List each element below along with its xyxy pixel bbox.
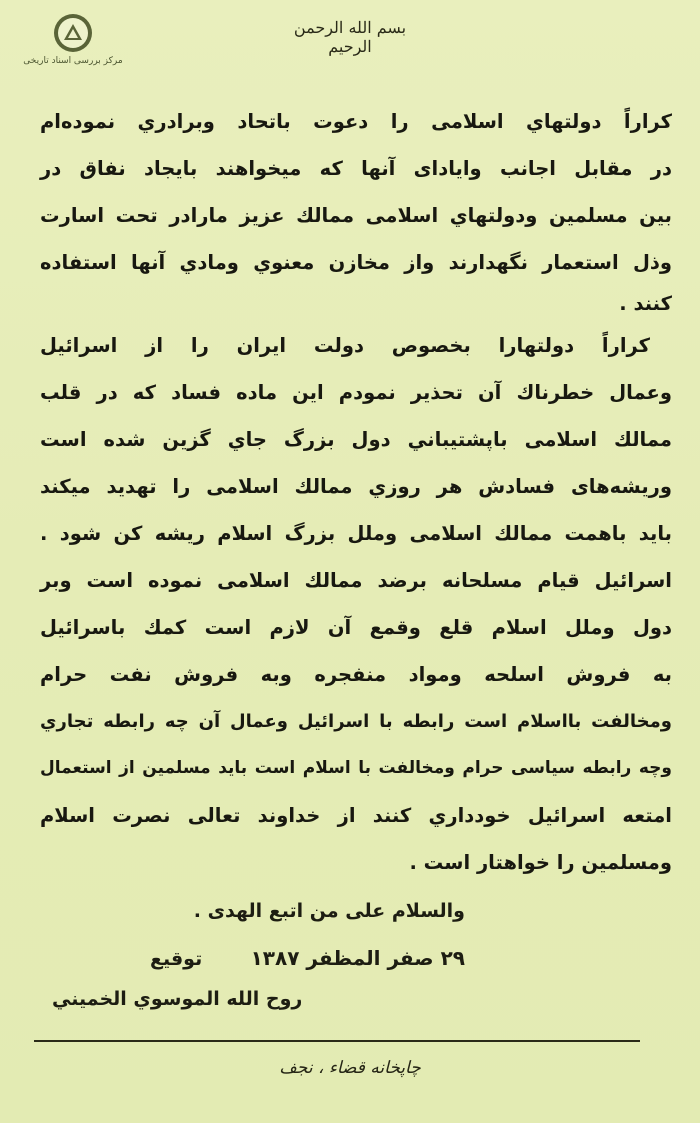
letter-line: كراراً دولتهارا بخصوص دولت ايران را از اسرائيل [40,334,650,357]
letter-line: دول وملل اسلام قلع وقمع آن لازم است كمك باسرائيل [40,616,672,639]
letter-line: در مقابل اجانب واياداى آنها كه ميخواهند بايجاد نفاق در [40,157,672,180]
printer-name: چاپخانه قضاء ، نجف [279,1058,421,1078]
closing-salutation: والسلام على من اتبع الهدى . [193,900,465,922]
signature-label: توقيع [150,948,203,970]
archive-logo-icon [52,12,94,54]
letter-line: ومخالفت بااسلام است رابطه با اسرائيل وعمال آن چه رابطه تجاري [40,711,672,732]
footer-divider [34,1040,640,1042]
letter-line: وچه رابطه سياسى حرام ومخالفت با اسلام است بايد مسلمين از استعمال [40,758,672,778]
bismillah-text: بسم الله الرحمن الرحیم [293,18,407,56]
archive-logo [18,12,128,74]
letter-line: امتعه اسرائيل خودداري كنند از خداوند تعالى نصرت اسلام [40,804,672,827]
letter-line: ممالك اسلامى باپشتيباني دول بزرگ جاي گزين شده است [40,428,672,451]
letter-line: كراراً دولتهاي اسلامى را دعوت باتحاد وبرادري نموده‌ام [40,110,672,133]
letter-line: بين مسلمين ودولتهاي اسلامى ممالك عزيز مارادر تحت اسارت [40,204,672,227]
letter-line: كنند . [619,292,672,315]
letter-line: وريشه‌هاى فساد‌ش هر روزي ممالك اسلامى را تهديد ميكند [40,475,672,498]
logo-caption: مرکز بررسی اسناد تاریخی [23,56,123,66]
bismillah-header [280,18,420,58]
letter-line: وعمال خطرناك آن تحذير نمودم اين ماده فساد كه در قلب [40,381,672,404]
letter-line: ومسلمين را خواهتار است . [409,851,672,874]
letter-body [40,98,672,886]
letter-line: بايد باهمت ممالك اسلامى وملل بزرگ اسلام ريشه كن شود . [40,522,672,545]
letter-line: به فروش اسلحه ومواد منفجره وبه فروش نفت حرام [40,663,672,686]
letter-line: اسرائيل قيام مسلحانه برضد ممالك اسلامى نموده است وبر [40,569,672,592]
signatory-name: روح الله الموسوي الخميني [52,988,303,1010]
letter-date: ۲۹ صفر المظفر ۱۳۸۷ [250,946,465,970]
letter-line: وذل استعمار نگهدارند واز مخازن معنوي ومادي آنها استفاده [40,251,672,274]
